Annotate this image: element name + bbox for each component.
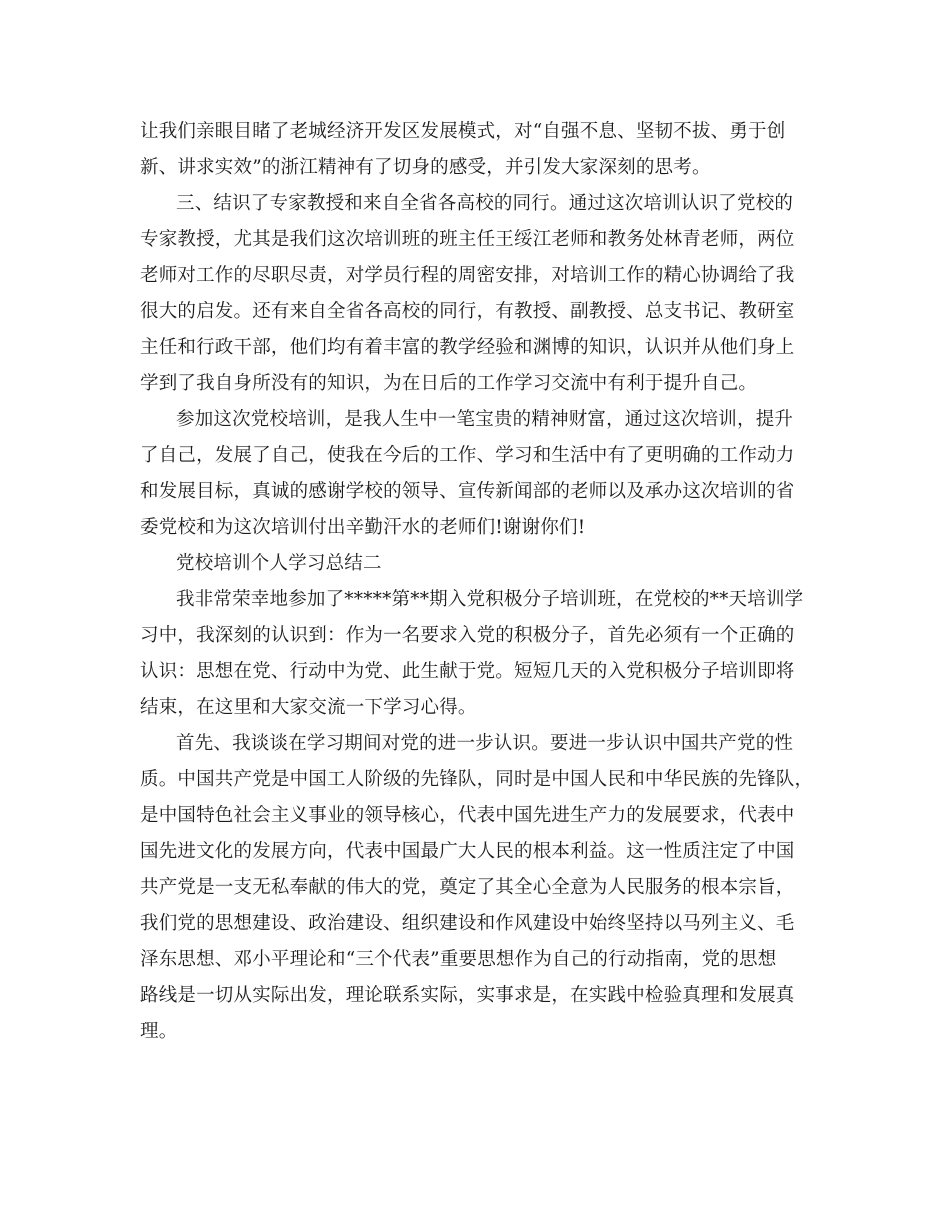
- paragraph-start: 参加这次党校培训，是我人生中一笔宝贵的精神财富，通过这次培训，提升: [176, 409, 794, 430]
- text-line: 结束，在这里和大家交流一下学习心得。: [140, 697, 477, 718]
- text-line: 理。: [140, 1021, 178, 1042]
- text-line: 国先进文化的发展方向，代表中国最广大人民的根本利益。这一性质注定了中国: [140, 841, 795, 862]
- text-line: 委党校和为这次培训付出辛勤汗水的老师们!谢谢你们!: [140, 517, 586, 538]
- text-line: 认识：思想在党、行动中为党、此生献于党。短短几天的入党积极分子培训即将: [140, 661, 795, 682]
- text-line: 学到了我自身所没有的知识，为在日后的工作学习交流中有利于提升自己。: [140, 373, 758, 394]
- text-line: 很大的启发。还有来自全省各高校的同行，有教授、副教授、总支书记、教研室: [140, 301, 795, 322]
- text-line: 路线是一切从实际出发，理论联系实际，实事求是，在实践中检验真理和发展真: [140, 985, 795, 1006]
- text-line: 让我们亲眼目睹了老城经济开发区发展模式，对“自强不息、坚韧不拔、勇于创: [140, 121, 786, 142]
- text-line: 习中，我深刻的认识到：作为一名要求入党的积极分子，首先必须有一个正确的: [140, 625, 795, 646]
- text-line: 共产党是一支无私奉献的伟大的党，奠定了其全心全意为人民服务的根本宗旨，: [140, 877, 795, 898]
- text-line: 主任和行政干部，他们均有着丰富的教学经验和渊博的知识，认识并从他们身上: [140, 337, 795, 358]
- paragraph-start: 三、结识了专家教授和来自全省各高校的同行。通过这次培训认识了党校的: [176, 193, 794, 214]
- text-line: 了自己，发展了自己，使我在今后的工作、学习和生活中有了更明确的工作动力: [140, 445, 795, 466]
- text-line: 专家教授，尤其是我们这次培训班的班主任王绥江老师和教务处林青老师，两位: [140, 229, 795, 250]
- text-line: 质。中国共产党是中国工人阶级的先锋队，同时是中国人民和中华民族的先锋队，: [140, 769, 814, 790]
- section-heading: 党校培训个人学习总结二: [176, 553, 382, 574]
- text-line: 和发展目标，真诚的感谢学校的领导、宣传新闻部的老师以及承办这次培训的省: [140, 481, 795, 502]
- text-line: 是中国特色社会主义事业的领导核心，代表中国先进生产力的发展要求，代表中: [140, 805, 795, 826]
- paragraph-start: 首先、我谈谈在学习期间对党的进一步认识。要进一步认识中国共产党的性: [176, 733, 794, 754]
- text-line: 泽东思想、邓小平理论和“三个代表”重要思想作为自己的行动指南，党的思想: [140, 949, 777, 970]
- text-line: 我们党的思想建设、政治建设、组织建设和作风建设中始终坚持以马列主义、毛: [140, 913, 795, 934]
- text-line: 新、讲求实效”的浙江精神有了切身的感受，并引发大家深刻的思考。: [140, 157, 711, 178]
- text-line: 老师对工作的尽职尽责，对学员行程的周密安排，对培训工作的精心协调给了我: [140, 265, 795, 286]
- paragraph-start: 我非常荣幸地参加了*****第**期入党积极分子培训班，在党校的**天培训学: [176, 589, 804, 610]
